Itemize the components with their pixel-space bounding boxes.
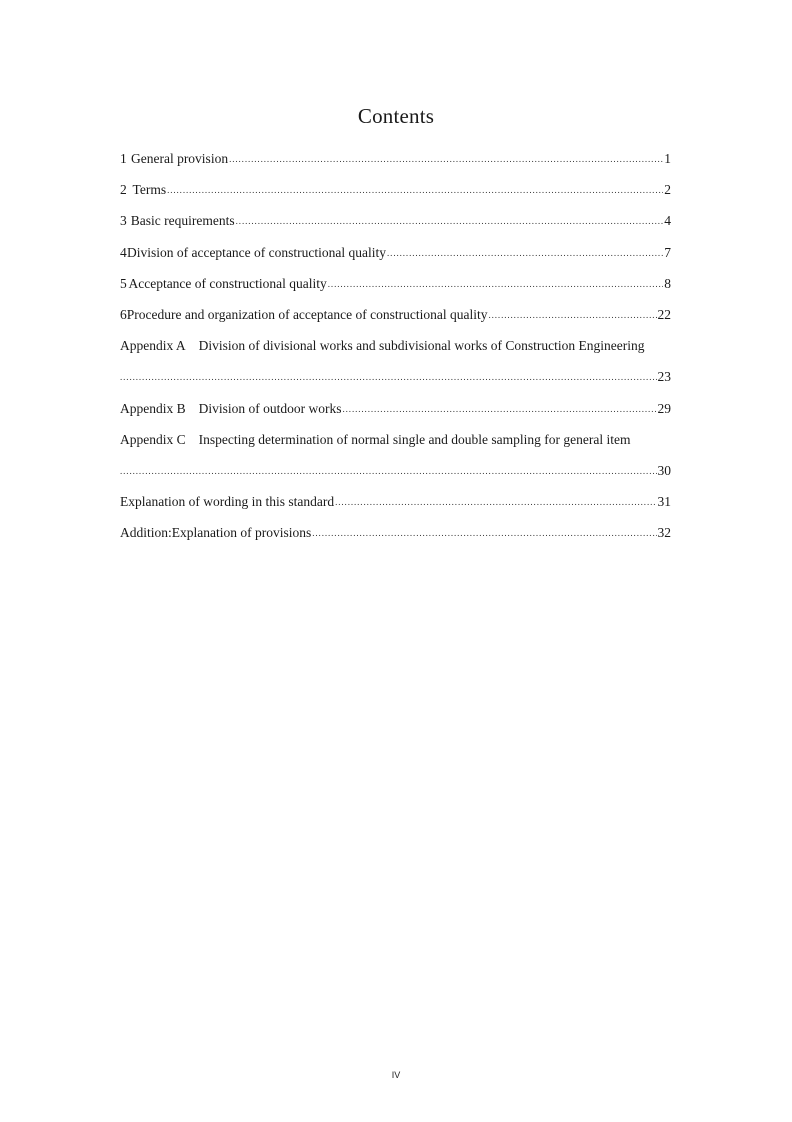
toc-entry-number: 3 (120, 213, 127, 229)
toc-entry-label: Acceptance of constructional quality (128, 275, 327, 291)
toc-appendix-prefix: Appendix A (120, 338, 186, 354)
toc-appendix-b-title (120, 400, 342, 418)
toc-appendix-label: Division of divisional works and subdivisional works of Construction Engineering (198, 338, 645, 354)
toc-entry-page: 22 (657, 306, 671, 322)
toc-appendix-c[interactable] (120, 431, 671, 462)
toc-entry-number: 5 (120, 275, 127, 291)
toc-entry-page: 4 (664, 213, 671, 229)
toc-appendix-a-leader[interactable] (120, 368, 671, 399)
toc-entry-label: Explanation of wording in this standard (120, 494, 335, 510)
toc-entry-1[interactable] (120, 150, 671, 181)
toc-entry-page: 1 (664, 151, 671, 166)
toc-entry-page: 30 (657, 462, 671, 478)
toc-appendix-c-title (120, 431, 671, 449)
toc-appendix-c-leader[interactable] (120, 462, 671, 493)
toc-appendix-b[interactable] (120, 400, 671, 431)
toc-entry-3[interactable] (120, 212, 671, 243)
toc-leader-dots (120, 368, 657, 386)
toc-appendix-a-title (120, 337, 671, 355)
toc-entry-2[interactable] (120, 181, 671, 212)
toc-entry-page: 8 (664, 275, 671, 291)
toc-leader-dots (335, 493, 656, 511)
toc-entry-label: Terms (132, 182, 167, 198)
toc-leader-dots (343, 400, 657, 418)
toc-entry-page: 31 (657, 494, 671, 510)
toc-entry-page: 7 (664, 244, 671, 260)
toc-addition[interactable] (120, 524, 671, 555)
table-of-contents (120, 150, 671, 555)
toc-entry-number: 6 (120, 306, 127, 322)
page-title: Contents (357, 104, 435, 128)
toc-entry-label: Procedure and organization of acceptance of constructional quality (126, 306, 488, 322)
toc-explanation-wording[interactable] (120, 493, 671, 524)
toc-entry-5[interactable] (120, 275, 671, 306)
toc-entry-page: 32 (657, 525, 671, 541)
toc-leader-dots (387, 244, 663, 262)
toc-entry-6[interactable] (120, 306, 671, 337)
toc-appendix-prefix: Appendix B (120, 400, 186, 416)
toc-entry-4[interactable] (120, 244, 671, 275)
toc-leader-dots (236, 212, 664, 230)
toc-entry-number: 2 (120, 182, 127, 198)
toc-leader-dots (229, 150, 663, 168)
footer-page-number: IV (391, 1070, 401, 1080)
toc-leader-dots (167, 181, 663, 199)
toc-leader-dots (312, 524, 656, 542)
toc-entry-label: General provision (130, 151, 229, 166)
toc-entry-page: 23 (657, 369, 671, 385)
toc-entry-page: 2 (664, 182, 671, 198)
toc-appendix-prefix: Appendix C (120, 431, 186, 447)
toc-leader-dots (328, 275, 663, 293)
toc-appendix-a[interactable] (120, 337, 671, 368)
toc-leader-dots (120, 462, 657, 480)
toc-appendix-label: Inspecting determination of normal single and double sampling for general item (198, 431, 631, 447)
toc-entry-page: 29 (657, 400, 671, 416)
toc-leader-dots (488, 306, 656, 324)
toc-entry-number: 4 (120, 244, 127, 260)
toc-entry-number: 1 (120, 151, 127, 166)
toc-appendix-label: Division of outdoor works (198, 400, 342, 416)
toc-entry-label: Basic requirements (130, 213, 235, 229)
toc-entry-label: Division of acceptance of constructional quality (126, 244, 387, 260)
toc-entry-label: Addition:Explanation of provisions (120, 525, 312, 541)
